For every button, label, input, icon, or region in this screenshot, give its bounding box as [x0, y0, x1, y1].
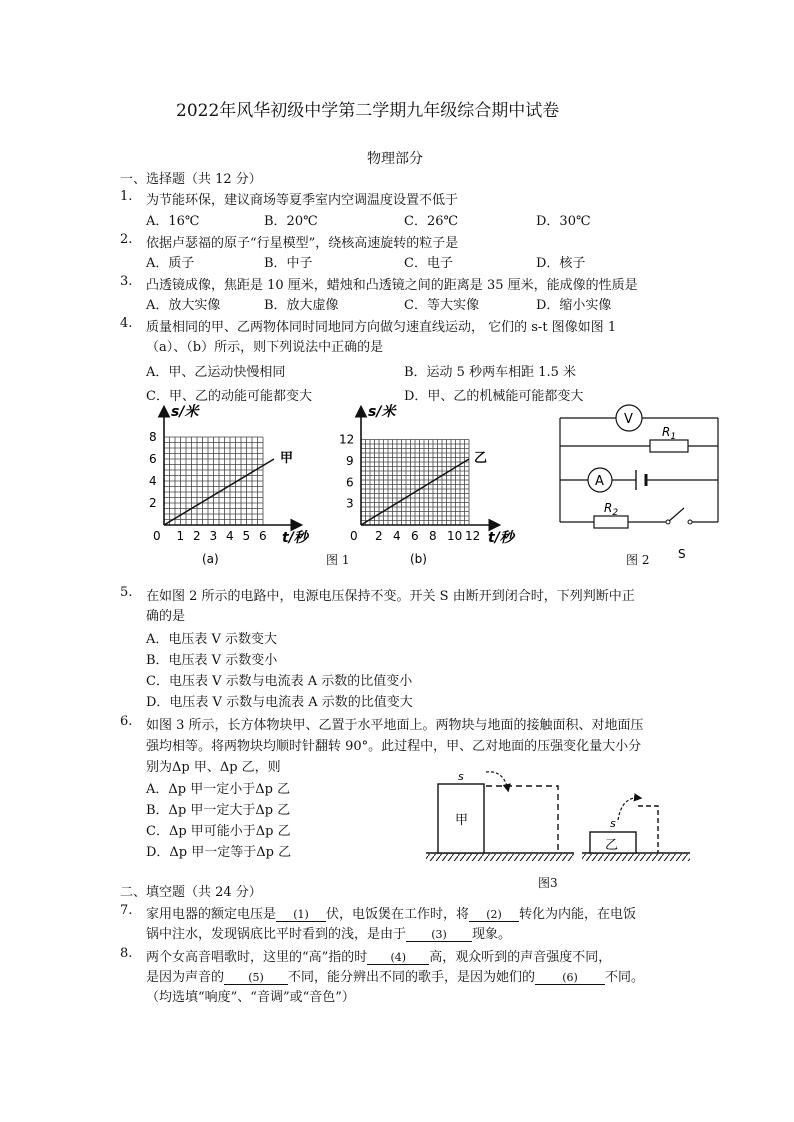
rotated-outline [486, 786, 558, 853]
option-a: A．Δp 甲一定小于Δp 乙 [146, 782, 291, 797]
x-tick-label: 2 [193, 529, 201, 543]
question-text-line: 锅中注水，发现锅底比平时看到的浅，是由于 (3) 现象。 [146, 927, 512, 942]
y-axis-label: s/米 [368, 404, 396, 420]
figure-2-caption: 图 2 [626, 553, 650, 567]
option-d: D．电压表 V 示数与电流表 A 示数的比值变大 [146, 695, 413, 710]
option-b: B．电压表 V 示数变小 [146, 653, 278, 668]
question-number: 6. [120, 714, 133, 729]
x-axis-label: t/秒 [282, 530, 308, 546]
x-tick-label: 4 [226, 529, 234, 543]
option-d: D．核子 [536, 256, 586, 271]
figure-2-circuit [548, 398, 728, 568]
question-stem-cont: （a）、（b）所示，则下列说法中正确的是 [146, 340, 384, 355]
figure-3-blocks [422, 760, 694, 870]
question-number: 7. [120, 903, 133, 918]
x-tick-label: 1 [176, 529, 185, 543]
side-label: s [458, 770, 464, 783]
section-subtitle: 物理部分 [367, 151, 423, 167]
question-number: 2. [120, 232, 133, 247]
answer-blank[interactable]: (1) [276, 908, 326, 922]
question-stem-cont: 确的是 [146, 609, 186, 624]
rotate-arrow-icon [486, 772, 508, 790]
option-d: D．30℃ [536, 214, 591, 229]
figure-1-caption: 图 1 [326, 553, 350, 567]
page-title: 2022年风华初级中学第二学期九年级综合期中试卷 [176, 101, 560, 121]
subfigure-label: (b) [410, 552, 427, 566]
option-c: C．电子 [404, 256, 453, 271]
x-tick-label: 5 [242, 529, 251, 543]
question-stem: 凸透镜成像，焦距是 10 厘米，蜡烛和凸透镜之间的距离是 35 厘米，能成像的性质是 [146, 278, 638, 293]
question-note: （均选填“响度”、“音调”或“音色”） [146, 990, 355, 1005]
option-c: C．26℃ [404, 214, 459, 229]
switch-label: S [678, 547, 686, 561]
question-number: 4. [120, 316, 133, 331]
question-stem: 为节能环保，建议商场等夏季室内空调温度设置不低于 [146, 193, 459, 208]
r2-label: $R_2$ [604, 501, 619, 518]
question-stem: 在如图 2 所示的电路中，电源电压保持不变。开关 S 由断开到闭合时，下列判断中正 [146, 589, 635, 604]
x-tick-label: 12 [465, 529, 481, 543]
x-axis-label: t/秒 [488, 530, 514, 546]
option-a: A．放大实像 [146, 298, 221, 313]
x-tick-label: 3 [209, 529, 218, 543]
answer-blank[interactable]: (3) [406, 928, 472, 942]
question-stem-cont: 别为Δp 甲、Δp 乙，则 [146, 760, 281, 775]
x-tick-label: 8 [429, 529, 437, 543]
answer-blank[interactable]: (4) [367, 951, 429, 965]
question-stem: 质量相同的甲、乙两物体同时同地同方向做匀速直线运动， 它们的 s-t 图像如图 1 [146, 320, 617, 335]
question-text-line: 是因为声音的 (5) 不同，能分辨出不同的歌手，是因为她们的 (6) 不同。 [146, 970, 645, 985]
option-d: D．甲、乙的机械能可能都变大 [404, 389, 584, 404]
rotate-arrow-icon [618, 798, 640, 820]
rotated-outline [638, 806, 658, 853]
question-stem: 依据卢瑟福的原子“行星模型”，绕核高速旋转的粒子是 [146, 236, 459, 251]
question-number: 1. [120, 189, 133, 204]
y-tick-label: 2 [149, 496, 157, 510]
y-tick-label: 6 [346, 475, 354, 490]
r1-label: $R_1$ [662, 425, 677, 442]
section-heading-choice: 一、选择题（共 12 分） [120, 172, 262, 187]
y-tick-label: 9 [346, 453, 354, 468]
y-tick-label: 4 [149, 474, 157, 488]
option-d: D．缩小实像 [536, 298, 612, 313]
series-label: 甲 [280, 451, 294, 466]
option-a: A．16℃ [146, 214, 200, 229]
voltmeter-label: V [624, 412, 633, 427]
option-d: D．Δp 甲一定等于Δp 乙 [146, 845, 292, 860]
ground-hatch [582, 854, 690, 861]
subfigure-label: (a) [202, 552, 219, 566]
y-tick-label: 3 [346, 496, 354, 511]
option-b: B．放大虚像 [264, 298, 339, 313]
figure-1b-graph [328, 400, 528, 570]
answer-blank[interactable]: (6) [535, 971, 605, 985]
x-tick-label: 2 [375, 529, 383, 543]
figure-1a-graph [140, 400, 320, 570]
option-a: A．质子 [146, 256, 195, 271]
ground-hatch [426, 854, 574, 861]
option-c: C．电压表 V 示数与电流表 A 示数的比值变小 [146, 674, 413, 689]
x-tick-label: 0 [153, 529, 161, 543]
series-label: 乙 [474, 451, 488, 466]
option-a: A．甲、乙运动快慢相同 [146, 365, 286, 380]
question-number: 3. [120, 274, 133, 289]
option-a: A．电压表 V 示数变大 [146, 632, 278, 647]
y-tick-label: 8 [149, 430, 157, 444]
section-heading-fill: 二、填空题（共 24 分） [120, 885, 262, 900]
option-c: C．等大实像 [404, 298, 479, 313]
y-tick-label: 12 [339, 432, 355, 447]
question-number: 8. [120, 946, 133, 961]
block-jia-label: 甲 [455, 813, 469, 828]
x-tick-label: 10 [447, 529, 463, 543]
answer-blank[interactable]: (2) [469, 908, 519, 922]
option-b: B．Δp 甲一定大于Δp 乙 [146, 803, 291, 818]
y-axis-label: s/米 [171, 404, 199, 420]
question-stem-cont: 强均相等。将两物块均顺时针翻转 90°。此过程中，甲、乙对地面的压强变化量大小分 [146, 739, 642, 754]
x-tick-label: 6 [259, 529, 267, 543]
option-b: B．运动 5 秒两车相距 1.5 米 [404, 365, 577, 380]
question-number: 5. [120, 585, 133, 600]
option-b: B．20℃ [264, 214, 318, 229]
x-tick-label: 6 [411, 529, 419, 543]
question-stem: 如图 3 所示，长方体物块甲、乙置于水平地面上。两物块与地面的接触面积、对地面压 [146, 718, 644, 733]
side-label: s [610, 817, 616, 830]
option-c: C．Δp 甲可能小于Δp 乙 [146, 824, 291, 839]
switch-icon [666, 520, 670, 524]
y-tick-label: 6 [149, 452, 157, 466]
block-yi-label: 乙 [605, 838, 619, 853]
option-b: B．中子 [264, 256, 313, 271]
option-c: C．甲、乙的动能可能都变大 [146, 389, 312, 404]
ammeter-label: A [595, 474, 604, 489]
x-tick-label: 4 [393, 529, 401, 543]
answer-blank[interactable]: (5) [224, 971, 288, 985]
question-text-line: 两个女高音唱歌时，这里的“高”指的时 (4) 高，观众听到的声音强度不同， [146, 950, 612, 965]
figure-3-caption: 图3 [538, 876, 558, 890]
x-tick-label: 0 [350, 529, 358, 543]
question-text-line: 家用电器的额定电压是 (1) 伏，电饭煲在工作时，将 (2) 转化为内能，在电饭 [146, 907, 637, 922]
